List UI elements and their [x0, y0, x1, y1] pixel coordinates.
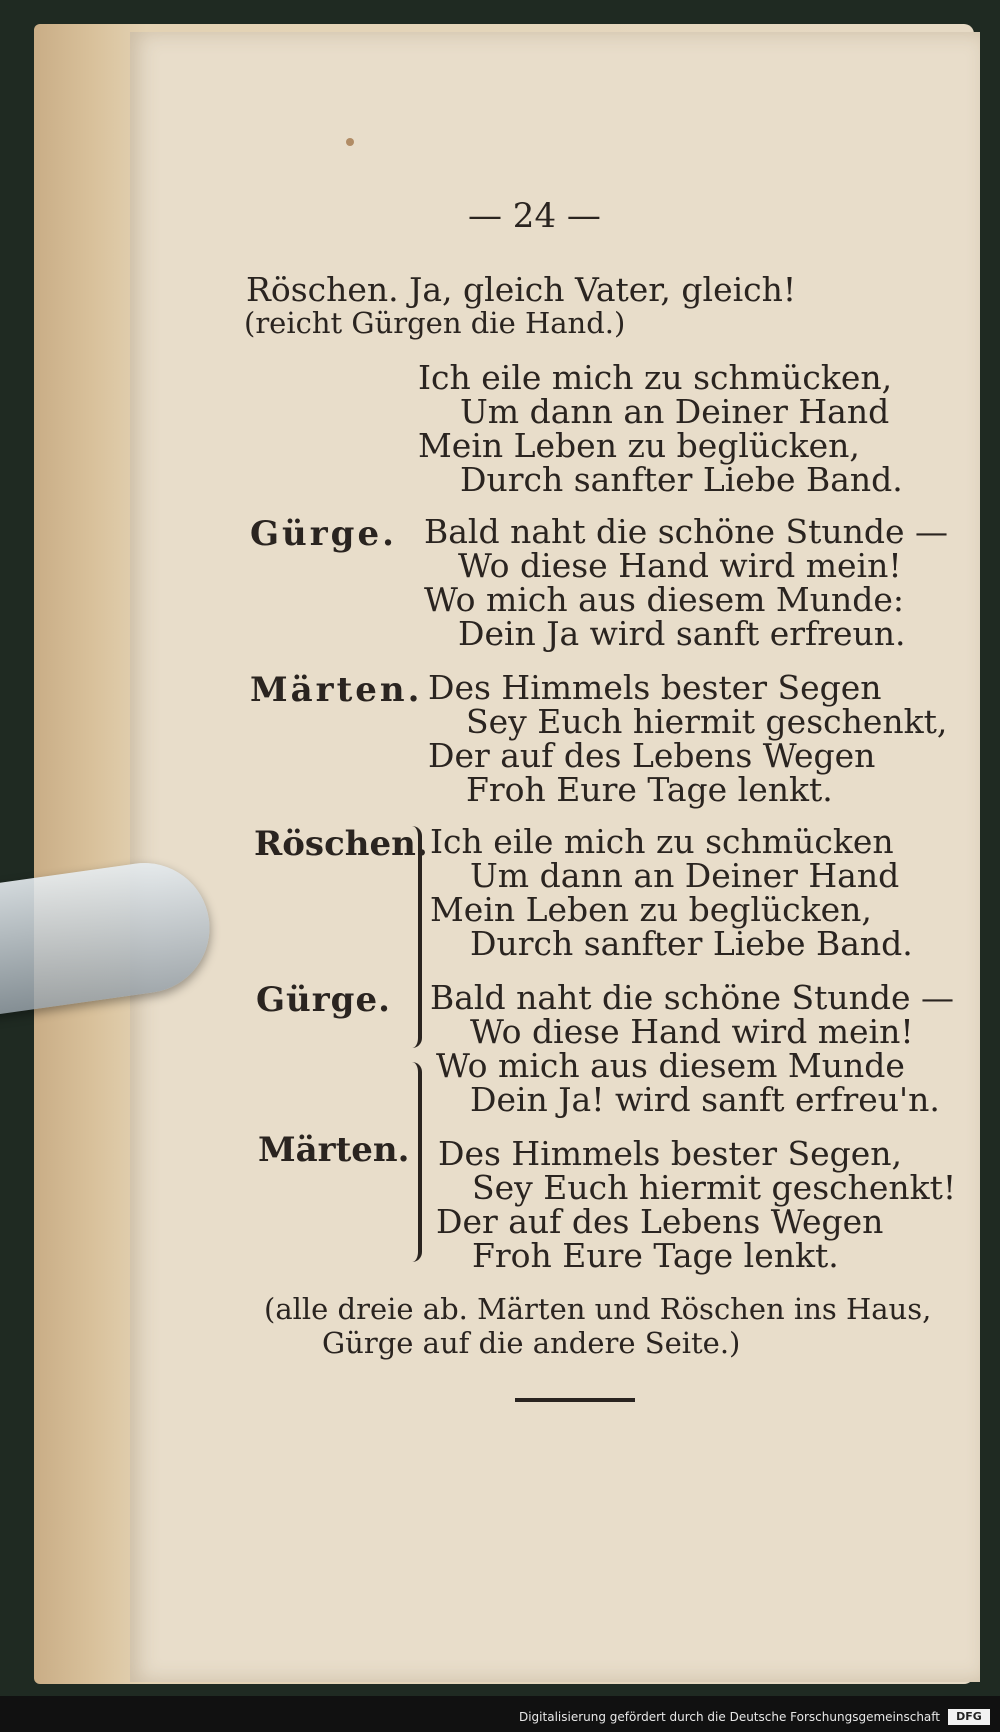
verse-line: Wo mich aus diesem Munde — [436, 1046, 905, 1085]
verse-line: Durch sanfter Liebe Band. — [470, 924, 913, 963]
verse-line: Des Himmels bester Segen, — [438, 1134, 903, 1173]
verse-line: Sey Euch hiermit geschenkt! — [472, 1168, 957, 1207]
speaker-label: Gürge. — [256, 980, 391, 1020]
verse-line: Mein Leben zu beglücken, — [430, 890, 872, 929]
verse-line: Mein Leben zu beglücken, — [418, 426, 860, 465]
digitization-credit: Digitalisierung gefördert durch die Deutsche Forschungsgemeinschaft — [518, 1710, 940, 1724]
verse-line: Wo diese Hand wird mein! — [458, 546, 902, 585]
verse-line: Dein Ja! wird sanft erfreu'n. — [470, 1080, 940, 1119]
chorus-brace — [404, 826, 422, 1048]
verse-line: Durch sanfter Liebe Band. — [460, 460, 903, 499]
stage-direction: Gürge auf die andere Seite.) — [322, 1326, 741, 1360]
verse-line: Um dann an Deiner Hand — [470, 856, 900, 895]
stage-direction: (alle dreie ab. Märten und Röschen ins Haus, — [264, 1292, 932, 1326]
verse-line: Dein Ja wird sanft erfreun. — [458, 614, 906, 653]
speaker-label: Märten. — [250, 670, 423, 710]
verse-line: Der auf des Lebens Wegen — [436, 1202, 884, 1241]
page-number: — 24 — — [468, 196, 601, 236]
verse-line: Röschen. Ja, gleich Vater, gleich! — [246, 270, 797, 309]
verse-line: Der auf des Lebens Wegen — [428, 736, 876, 775]
speaker-label: Röschen. — [254, 824, 428, 864]
stage-direction: (reicht Gürgen die Hand.) — [244, 306, 626, 340]
verse-line: Ich eile mich zu schmücken, — [418, 358, 893, 397]
verse-line: Ich eile mich zu schmücken — [430, 822, 894, 861]
verse-line: Sey Euch hiermit geschenkt, — [466, 702, 948, 741]
verse-line: Wo mich aus diesem Munde: — [424, 580, 904, 619]
verse-line: Bald naht die schöne Stunde — — [430, 978, 955, 1017]
verse-line: Bald naht die schöne Stunde — — [424, 512, 949, 551]
verse-line: Froh Eure Tage lenkt. — [472, 1236, 839, 1275]
verse-line: Wo diese Hand wird mein! — [470, 1012, 914, 1051]
footer-bar — [0, 1696, 1000, 1732]
dfg-logo: DFG — [948, 1709, 990, 1725]
verse-line: Des Himmels bester Segen — [428, 668, 882, 707]
paper-stain — [346, 138, 354, 146]
speaker-label: Märten. — [258, 1130, 410, 1170]
section-rule — [515, 1398, 635, 1402]
speaker-label: Gürge. — [250, 514, 397, 554]
verse-line: Froh Eure Tage lenkt. — [466, 770, 833, 809]
verse-line: Um dann an Deiner Hand — [460, 392, 890, 431]
